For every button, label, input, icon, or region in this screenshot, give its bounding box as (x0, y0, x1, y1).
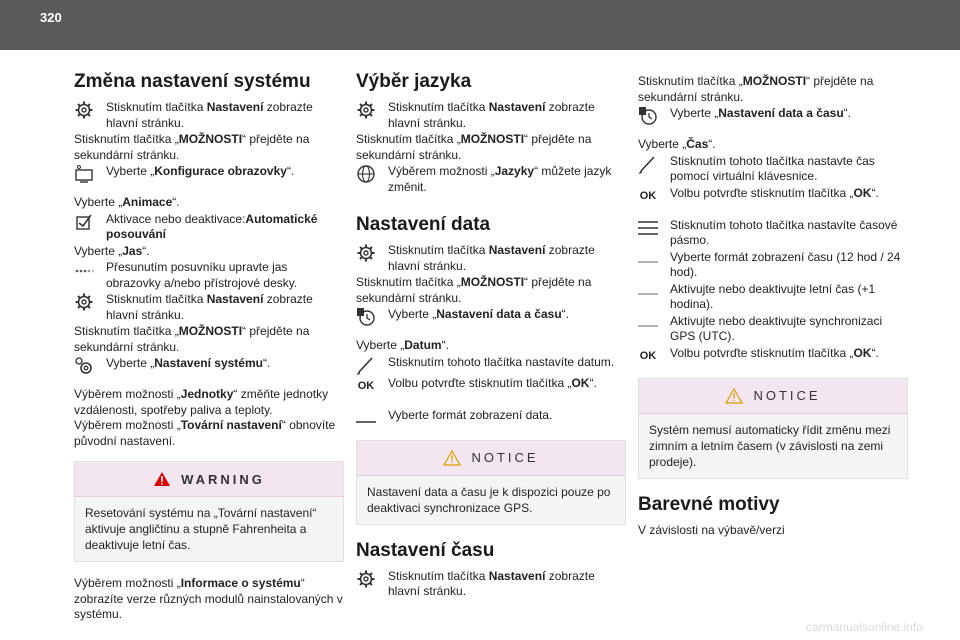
step-row: Stisknutím tohoto tlačítka nastavíte časové pásmo. (638, 218, 908, 249)
step-row: Stisknutím tlačítka Nastavení zobrazte hlavní stránku. (356, 569, 626, 600)
step-row: Stisknutím tlačítka Nastavení zobrazte hlavní stránku. (74, 100, 344, 131)
checkbox-icon (74, 212, 94, 232)
clock-calendar-icon (638, 106, 658, 126)
warning-box (74, 461, 344, 562)
section-title-time: Nastavení času (356, 539, 495, 561)
step-row: Vyberte „Nastavení systému“. (74, 356, 344, 376)
step-row: Stisknutím tlačítka Nastavení zobrazte hlavní stránku. (74, 292, 344, 323)
toggle-line-icon (638, 314, 658, 334)
column-2: Výběr jazyka Stisknutím tlačítka Nastavení zobrazte hlavní stránku. Stisknutím tlačítka „MOŽNOSTI“ přejděte na sekundární stránku. Výběrem možnosti „Jazyky“ můžete jazyk změnit. Nastavení data Stisknutím tlačítka Nastavení zobrazte hlavní stránku. Stisknutím tlačítka „MOŽNOSTI“ přejděte na sekundární stránku. Vyberte „Nastavení data a času“. Vyberte „Datum“. Stisknutím tohoto tlačítka nastavíte datum. OK Volbu potvrďte stisknutím tlačítka „OK“. Vyberte formát zobrazení data. NOTICE Nastavení data a času je k dispozici pouze po deaktivaci synchronizace GPS. Nastavení času Stisknutím tlačítka Nastavení zobrazte hlavní stránku. (356, 70, 626, 601)
section-title-themes: Barevné motivy (638, 493, 780, 515)
column-3: Stisknutím tlačítka „MOŽNOSTI“ přejděte na sekundární stránku. Vyberte „Nastavení data a času“. Vyberte „Čas“. Stisknutím tohoto tlačítka nastavte čas pomocí virtuální klávesnice. OK Volbu potvrďte stisknutím tlačítka „OK“. Stisknutím tohoto tlačítka nastavíte časové pásmo. Vyberte formát zobrazení času (12 hod / 24 hod). Aktivujte nebo deaktivujte letní čas (+1 hodina). Aktivujte nebo deaktivujte synchronizaci GPS (UTC). OK Volbu potvrďte stisknutím tlačítka „OK“. NOTICE Systém nemusí automaticky řídit změnu mezi zimním a letním časem (v závislosti na zemi prodeje). Barevné motivy V závislosti na výbavě/verzi (638, 70, 908, 538)
step-row: Vyberte formát zobrazení času (12 hod / 24 hod). (638, 250, 908, 281)
step-row: Aktivace nebo deaktivace:Automatické posouvání (74, 212, 344, 243)
notice-box (356, 440, 626, 525)
toggle-line-icon (638, 282, 658, 302)
step-row: OK Volbu potvrďte stisknutím tlačítka „OK“. (638, 186, 908, 206)
gear-icon (74, 292, 94, 312)
toggle-line-icon (638, 250, 658, 270)
step-row: Vyberte formát zobrazení data. (356, 408, 626, 428)
clock-calendar-icon (356, 307, 376, 327)
list-icon (638, 218, 658, 238)
language-icon (356, 164, 376, 184)
notice-text: Systém nemusí automaticky řídit změnu mezi zimním a letním časem (v závislosti na zemi prodeje). (649, 422, 891, 469)
system-settings-icon (74, 356, 94, 376)
section-title-date: Nastavení data (356, 214, 491, 235)
warning-text: Resetování systému na „Tovární nastavení“ aktivuje angličtinu a stupně Fahrenheita a deaktivuje letní čas. (85, 506, 317, 552)
notice-text: Nastavení data a času je k dispozici pouze po deaktivaci synchronizace GPS. (367, 484, 611, 515)
step-row: Stisknutím tohoto tlačítka nastavíte datum. (356, 355, 626, 375)
gear-icon (356, 243, 376, 263)
pencil-icon (638, 154, 658, 174)
notice-box (638, 378, 908, 479)
notice-header: NOTICE (357, 441, 625, 476)
step-row: Stisknutím tlačítka Nastavení zobrazte hlavní stránku. (356, 243, 626, 274)
themes-text: V závislosti na výbavě/verzi (638, 522, 785, 537)
section-title-system: Změna nastavení systému (74, 71, 311, 92)
step-row: Vyberte „Nastavení data a času“. (356, 307, 626, 327)
notice-icon (443, 450, 461, 466)
header-bar (0, 0, 960, 50)
step-row: Stisknutím tlačítka Nastavení zobrazte hlavní stránku. (356, 100, 626, 131)
page-number: 320 (40, 10, 62, 25)
notice-icon (725, 388, 743, 404)
step-row: Aktivujte nebo deaktivujte synchronizaci GPS (UTC). (638, 314, 908, 345)
warning-icon (153, 471, 171, 487)
step-row: Aktivujte nebo deaktivujte letní čas (+1 hodina). (638, 282, 908, 313)
gear-icon (356, 100, 376, 120)
pencil-icon (356, 355, 376, 375)
format-line-icon (356, 408, 376, 428)
ok-icon: OK (639, 189, 657, 202)
notice-header: NOTICE (639, 379, 907, 414)
step-row: Výběrem možnosti „Jazyky“ můžete jazyk změnit. (356, 164, 626, 195)
footer-watermark: carmanualsonline.info (806, 620, 923, 634)
screen-brightness-icon (74, 164, 94, 184)
ok-icon: OK (639, 349, 657, 362)
column-1: Změna nastavení systému Stisknutím tlačítka Nastavení zobrazte hlavní stránku. Stisknutím tlačítka „MOŽNOSTI“ přejděte na sekundární stránku. Vyberte „Konfigurace obrazovky“. Vyberte „Animace“. Aktivace nebo deaktivace:Automatické posouvání Vyberte „Jas“. Přesunutím posuvníku upravte jas obrazovky a/nebo přístrojové desky. Stisknutím tlačítka Nastavení zobrazte hlavní stránku. Stisknutím tlačítka „MOŽNOSTI“ přejděte na sekundární stránku. Vyberte „Nastavení systému“. Výběrem možnosti „Jednotky“ změňte jednotky vzdálenosti, spotřeby paliva a teploty. Výběrem možnosti „Tovární nastavení“ obnovíte původní nastavení. WARNING Resetování systému na „Tovární nastavení“ aktivuje angličtinu a stupně Fahrenheita a deaktivuje letní čas. Výběrem možnosti „Informace o systému“ zobrazíte verze různých modulů nainstalovaných v systému. (74, 71, 343, 621)
step-row: OK Volbu potvrďte stisknutím tlačítka „OK“. (638, 346, 908, 366)
slider-dots-icon (74, 260, 94, 280)
step-row: OK Volbu potvrďte stisknutím tlačítka „OK“. (356, 376, 626, 396)
step-row: Přesunutím posuvníku upravte jas obrazovky a/nebo přístrojové desky. (74, 260, 344, 291)
step-row: Vyberte „Konfigurace obrazovky“. (74, 164, 344, 184)
step-row: Stisknutím tohoto tlačítka nastavte čas pomocí virtuální klávesnice. (638, 154, 908, 185)
step-row: Vyberte „Nastavení data a času“. (638, 106, 908, 126)
ok-icon: OK (357, 379, 375, 392)
warning-header: WARNING (75, 462, 343, 497)
gear-icon (74, 100, 94, 120)
section-title-language: Výběr jazyka (356, 71, 472, 92)
gear-icon (356, 569, 376, 589)
